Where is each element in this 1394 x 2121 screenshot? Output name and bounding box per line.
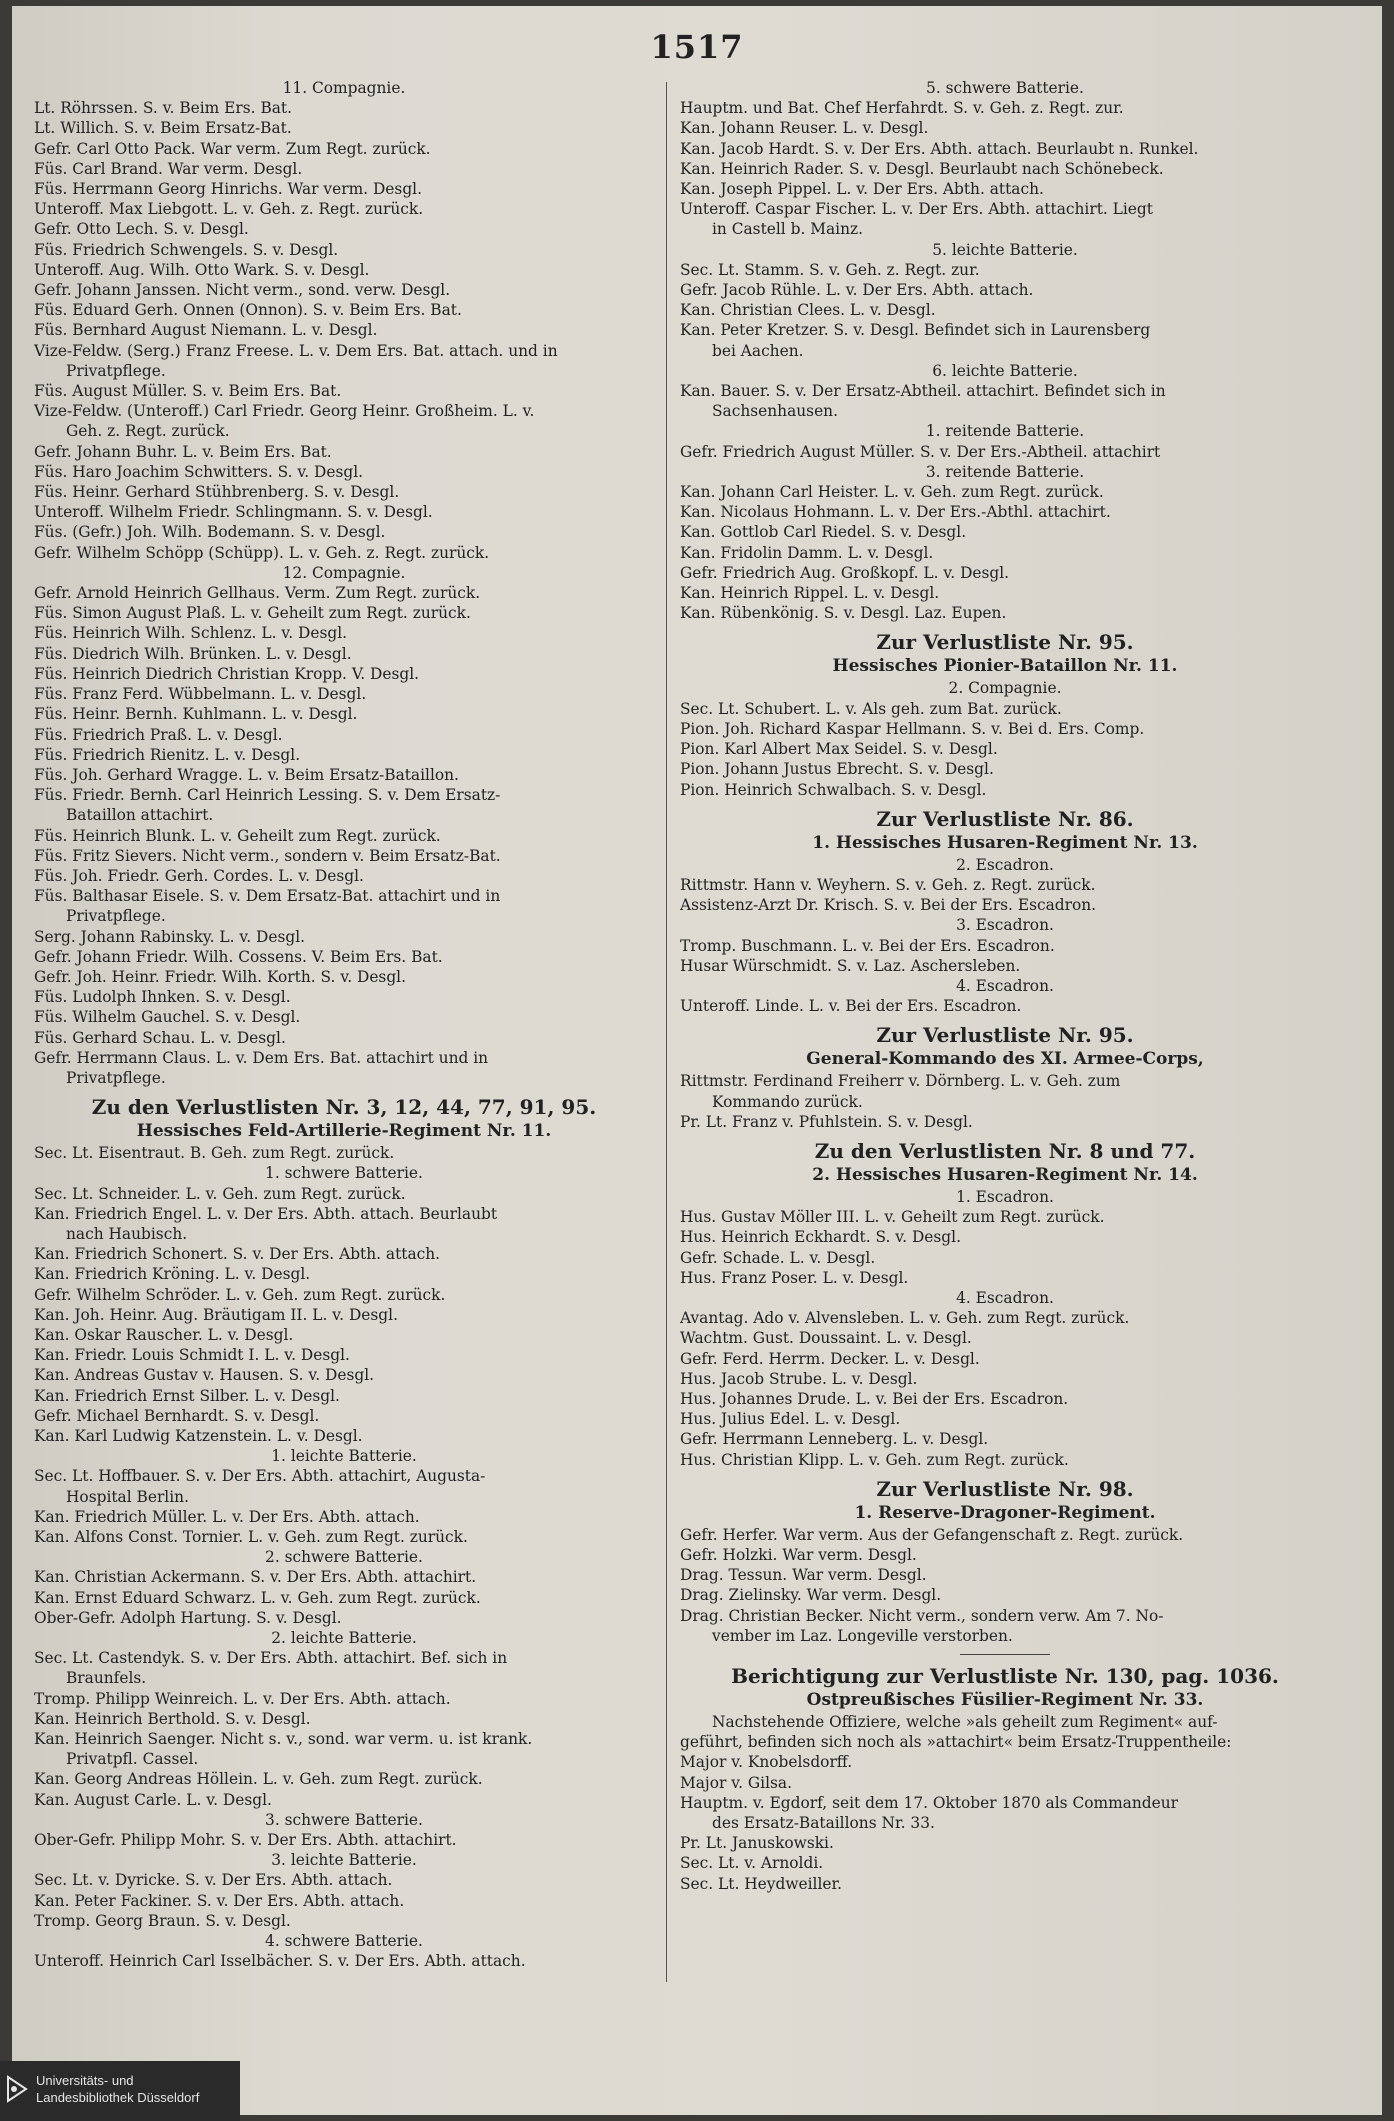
- subsection-heading: 2. leichte Batterie.: [271, 1629, 417, 1648]
- regiment-heading: Ostpreußisches Füsilier-Regiment Nr. 33.: [806, 1690, 1204, 1710]
- subsection-heading: 1. leichte Batterie.: [271, 1447, 417, 1466]
- entry-line: Drag. Christian Becker. Nicht verm., sondern verw. Am 7. No-: [680, 1606, 1164, 1625]
- entry-line: Husar Würschmidt. S. v. Laz. Aschersleben.: [680, 956, 1021, 975]
- entry-line: Gefr. Herfer. War verm. Aus der Gefangenschaft z. Regt. zurück.: [680, 1525, 1184, 1544]
- section-heading: Berichtigung zur Verlustliste Nr. 130, pag. 1036.: [731, 1664, 1279, 1688]
- entry-line: Füs. Heinrich Blunk. L. v. Geheilt zum Regt. zurück.: [34, 826, 441, 845]
- entry-line: Hospital Berlin.: [66, 1487, 189, 1506]
- entry-line: Füs. Heinr. Bernh. Kuhlmann. L. v. Desgl.: [34, 705, 358, 724]
- entry-line: Kan. Johann Carl Heister. L. v. Geh. zum Regt. zurück.: [680, 483, 1104, 502]
- entry-line: Füs. Diedrich Wilh. Brünken. L. v. Desgl.: [34, 644, 352, 663]
- entry-line: Füs. (Gefr.) Joh. Wilh. Bodemann. S. v. Desgl.: [34, 523, 386, 542]
- entry-line: Gefr. Jacob Rühle. L. v. Der Ers. Abth. attach.: [680, 281, 1034, 300]
- entry-line: Unteroff. Aug. Wilh. Otto Wark. S. v. Desgl.: [34, 260, 370, 279]
- entry-line: Füs. Balthasar Eisele. S. v. Dem Ersatz-Bat. attachirt und in: [34, 887, 501, 906]
- entry-line: Gefr. Friedrich Aug. Großkopf. L. v. Desgl.: [680, 563, 1010, 582]
- entry-line: Pion. Heinrich Schwalbach. S. v. Desgl.: [680, 780, 987, 799]
- subsection-heading: 3. reitende Batterie.: [925, 462, 1085, 481]
- entry-line: Kan. Friedrich Ernst Silber. L. v. Desgl.: [34, 1386, 340, 1405]
- entry-line: Kan. Friedrich Schonert. S. v. Der Ers. Abth. attach.: [34, 1245, 441, 1264]
- entry-line: Lt. Willich. S. v. Beim Ersatz-Bat.: [34, 119, 292, 138]
- entry-line: Unteroff. Max Liebgott. L. v. Geh. z. Regt. zurück.: [34, 200, 424, 219]
- entry-line: des Ersatz-Bataillons Nr. 33.: [712, 1814, 935, 1833]
- entry-line: Kan. Johann Reuser. L. v. Desgl.: [680, 119, 929, 138]
- entry-line: Kommando zurück.: [712, 1092, 863, 1111]
- entry-line: Kan. Fridolin Damm. L. v. Desgl.: [680, 543, 934, 562]
- section-heading: Zur Verlustliste Nr. 86.: [876, 806, 1134, 831]
- entry-line: Füs. Simon August Plaß. L. v. Geheilt zum Regt. zurück.: [34, 604, 471, 623]
- entry-line: Drag. Tessun. War verm. Desgl.: [680, 1566, 927, 1585]
- entry-line: Privatpflege.: [66, 361, 166, 380]
- entry-line: Kan. Heinrich Saenger. Nicht s. v., sond. war verm. u. ist krank.: [34, 1730, 533, 1749]
- entry-line: Braunfels.: [66, 1669, 147, 1688]
- entry-line: Hus. Franz Poser. L. v. Desgl.: [680, 1268, 909, 1287]
- entry-line: Wachtm. Gust. Doussaint. L. v. Desgl.: [680, 1329, 972, 1348]
- entry-line: Tromp. Buschmann. L. v. Bei der Ers. Escadron.: [680, 936, 1055, 955]
- entry-line: Lt. Röhrssen. S. v. Beim Ers. Bat.: [34, 99, 293, 118]
- entry-line: Hus. Jacob Strube. L. v. Desgl.: [680, 1369, 918, 1388]
- entry-line: Füs. Gerhard Schau. L. v. Desgl.: [34, 1028, 286, 1047]
- entry-line: Gefr. Johann Buhr. L. v. Beim Ers. Bat.: [34, 442, 332, 461]
- regiment-heading: Hessisches Feld-Artillerie-Regiment Nr. 11.: [136, 1121, 552, 1142]
- subsection-heading: 3. leichte Batterie.: [271, 1851, 417, 1870]
- library-footer: [0, 2061, 240, 2121]
- regiment-heading: 2. Hessisches Husaren-Regiment Nr. 14.: [812, 1164, 1198, 1185]
- section-heading: Zur Verlustliste Nr. 95.: [876, 630, 1134, 655]
- entry-line: Hus. Gustav Möller III. L. v. Geheilt zum Regt. zurück.: [680, 1208, 1105, 1227]
- subsection-heading: 5. leichte Batterie.: [932, 240, 1078, 259]
- subsection-heading: 1. Escadron.: [956, 1187, 1054, 1206]
- subsection-heading: 1. reitende Batterie.: [925, 422, 1085, 441]
- subsection-heading: 2. schwere Batterie.: [265, 1548, 423, 1567]
- entry-line: Sec. Lt. v. Arnoldi.: [680, 1854, 824, 1873]
- entry-line: Unteroff. Heinrich Carl Isselbächer. S. v. Der Ers. Abth. attach.: [34, 1952, 526, 1971]
- entry-line: Sec. Lt. Heydweiller.: [680, 1874, 843, 1893]
- section-heading: Zu den Verlustlisten Nr. 3, 12, 44, 77, 91, 95.: [91, 1095, 597, 1120]
- entry-line: Füs. Friedrich Schwengels. S. v. Desgl.: [34, 240, 339, 259]
- entry-line: Kan. Jacob Hardt. S. v. Der Ers. Abth. attach. Beurlaubt n. Runkel.: [680, 139, 1199, 158]
- entry-line: Füs. Eduard Gerh. Onnen (Onnon). S. v. Beim Ers. Bat.: [34, 301, 462, 320]
- entry-line: Gefr. Johann Janssen. Nicht verm., sond. verw. Desgl.: [34, 281, 451, 300]
- entry-line: Tromp. Georg Braun. S. v. Desgl.: [34, 1911, 291, 1930]
- entry-line: Kan. Christian Clees. L. v. Desgl.: [680, 301, 936, 320]
- entry-line: Nachstehende Offiziere, welche »als geheilt zum Regiment« auf-: [712, 1713, 1218, 1731]
- entry-line: Vize-Feldw. (Unteroff.) Carl Friedr. Georg Heinr. Großheim. L. v.: [34, 402, 535, 421]
- entry-line: Ober-Gefr. Philipp Mohr. S. v. Der Ers. Abth. attachirt.: [34, 1831, 457, 1850]
- entry-line: Füs. Franz Ferd. Wübbelmann. L. v. Desgl.: [34, 685, 367, 704]
- entry-line: nach Haubisch.: [66, 1224, 188, 1243]
- entry-line: Füs. Heinrich Diedrich Christian Kropp. V. Desgl.: [34, 664, 420, 683]
- section-heading: Zur Verlustliste Nr. 95.: [876, 1023, 1134, 1048]
- entry-line: Füs. Friedrich Praß. L. v. Desgl.: [34, 725, 283, 744]
- page-number: 1517: [650, 28, 744, 66]
- entry-line: Füs. Heinrich Wilh. Schlenz. L. v. Desgl.: [34, 624, 348, 643]
- entry-line: Sec. Lt. Stamm. S. v. Geh. z. Regt. zur.: [680, 260, 980, 279]
- entry-line: Füs. Wilhelm Gauchel. S. v. Desgl.: [34, 1008, 301, 1027]
- entry-line: Privatpflege.: [66, 907, 166, 926]
- entry-line: Sachsenhausen.: [712, 402, 838, 421]
- footer-line-1: Universitäts- und: [36, 2073, 134, 2088]
- entry-line: Gefr. Wilhelm Schröder. L. v. Geh. zum Regt. zurück.: [34, 1285, 446, 1304]
- entry-line: Hus. Johannes Drude. L. v. Bei der Ers. Escadron.: [680, 1389, 1069, 1408]
- entry-line: Kan. Friedrich Engel. L. v. Der Ers. Abth. attach. Beurlaubt: [34, 1204, 498, 1223]
- subsection-heading: 11. Compagnie.: [282, 79, 406, 97]
- subsection-heading: 4. Escadron.: [956, 1288, 1054, 1307]
- entry-line: Sec. Lt. v. Dyricke. S. v. Der Ers. Abth. attach.: [34, 1871, 393, 1890]
- entry-line: Privatpflege.: [66, 1068, 166, 1087]
- entry-line: Hus. Christian Klipp. L. v. Geh. zum Regt. zurück.: [680, 1450, 1069, 1469]
- entry-line: Kan. Friedrich Kröning. L. v. Desgl.: [34, 1265, 311, 1284]
- regiment-heading: 1. Reserve-Dragoner-Regiment.: [854, 1502, 1156, 1523]
- subsection-heading: 12. Compagnie.: [282, 563, 406, 582]
- entry-line: Gefr. Herrmann Lenneberg. L. v. Desgl.: [680, 1430, 989, 1449]
- entry-line: Kan. Andreas Gustav v. Hausen. S. v. Desgl.: [34, 1366, 375, 1385]
- entry-line: Privatpfl. Cassel.: [66, 1750, 199, 1769]
- subsection-heading: 3. Escadron.: [956, 916, 1054, 935]
- entry-line: Gefr. Schade. L. v. Desgl.: [680, 1248, 876, 1267]
- entry-line: Kan. Friedrich Müller. L. v. Der Ers. Abth. attach.: [34, 1507, 420, 1526]
- subsection-heading: 4. Escadron.: [956, 976, 1054, 995]
- subsection-heading: 6. leichte Batterie.: [932, 361, 1078, 380]
- entry-line: Sec. Lt. Hoffbauer. S. v. Der Ers. Abth. attachirt, Augusta-: [34, 1467, 486, 1486]
- newspaper-page: [12, 6, 1382, 2115]
- regiment-heading: 1. Hessisches Husaren-Regiment Nr. 13.: [812, 832, 1198, 853]
- entry-line: Gefr. Johann Friedr. Wilh. Cossens. V. Beim Ers. Bat.: [34, 947, 443, 966]
- entry-line: Kan. Joh. Heinr. Aug. Bräutigam II. L. v. Desgl.: [34, 1305, 398, 1324]
- entry-line: Major v. Knobelsdorff.: [680, 1753, 853, 1772]
- entry-line: bei Aachen.: [712, 341, 804, 360]
- entry-line: Kan. Peter Fackiner. S. v. Der Ers. Abth. attach.: [34, 1891, 405, 1910]
- column-divider: [666, 82, 667, 1982]
- entry-line: Pion. Joh. Richard Kaspar Hellmann. S. v. Bei d. Ers. Comp.: [680, 719, 1145, 738]
- regiment-heading: Hessisches Pionier-Bataillon Nr. 11.: [832, 656, 1178, 677]
- entry-line: Füs. Ludolph Ihnken. S. v. Desgl.: [34, 988, 291, 1007]
- entry-line: Kan. Peter Kretzer. S. v. Desgl. Befindet sich in Laurensberg: [680, 321, 1151, 340]
- entry-line: Füs. Joh. Friedr. Gerh. Cordes. L. v. Desgl.: [34, 866, 364, 885]
- subsection-heading: 4. schwere Batterie.: [265, 1932, 423, 1951]
- entry-line: Avantag. Ado v. Alvensleben. L. v. Geh. zum Regt. zurück.: [680, 1309, 1130, 1328]
- entry-line: Kan. Nicolaus Hohmann. L. v. Der Ers.-Abthl. attachirt.: [680, 503, 1111, 522]
- entry-line: Füs. Herrmann Georg Hinrichs. War verm. Desgl.: [34, 180, 422, 199]
- entry-line: Kan. Joseph Pippel. L. v. Der Ers. Abth. attach.: [680, 180, 1044, 199]
- entry-line: Ober-Gefr. Adolph Hartung. S. v. Desgl.: [34, 1608, 342, 1627]
- right-column: [680, 78, 1330, 1894]
- entry-line: Unteroff. Caspar Fischer. L. v. Der Ers. Abth. attachirt. Liegt: [680, 200, 1153, 219]
- entry-line: Kan. Georg Andreas Höllein. L. v. Geh. zum Regt. zurück.: [34, 1770, 483, 1789]
- entry-line: Füs. Heinr. Gerhard Stühbrenberg. S. v. Desgl.: [34, 483, 400, 502]
- entry-line: Füs. Carl Brand. War verm. Desgl.: [34, 159, 303, 178]
- subsection-heading: 2. Compagnie.: [948, 679, 1062, 698]
- entry-line: Pion. Johann Justus Ebrecht. S. v. Desgl.: [680, 760, 994, 779]
- entry-line: Drag. Zielinsky. War verm. Desgl.: [680, 1586, 942, 1605]
- entry-line: Rittmstr. Ferdinand Freiherr v. Dörnberg. L. v. Geh. zum: [680, 1072, 1121, 1091]
- entry-line: Geh. z. Regt. zurück.: [66, 422, 230, 441]
- entry-line: Sec. Lt. Castendyk. S. v. Der Ers. Abth. attachirt. Bef. sich in: [34, 1649, 508, 1668]
- entry-line: Füs. August Müller. S. v. Beim Ers. Bat.: [34, 382, 342, 401]
- entry-line: in Castell b. Mainz.: [712, 220, 864, 239]
- entry-line: Kan. August Carle. L. v. Desgl.: [34, 1790, 272, 1809]
- entry-line: Gefr. Ferd. Herrm. Decker. L. v. Desgl.: [680, 1349, 980, 1368]
- entry-line: Gefr. Friedrich August Müller. S. v. Der Ers.-Abtheil. attachirt: [680, 442, 1161, 461]
- entry-line: Füs. Fritz Sievers. Nicht verm., sondern v. Beim Ersatz-Bat.: [34, 846, 501, 865]
- entry-line: Füs. Friedrich Rienitz. L. v. Desgl.: [34, 745, 301, 764]
- entry-line: Kan. Karl Ludwig Katzenstein. L. v. Desgl.: [34, 1427, 363, 1445]
- entry-line: vember im Laz. Longeville verstorben.: [712, 1626, 1013, 1645]
- entry-line: Füs. Joh. Gerhard Wragge. L. v. Beim Ersatz-Bataillon.: [34, 765, 459, 784]
- left-column: [34, 78, 654, 1971]
- separator-rule: [960, 1654, 1050, 1655]
- entry-line: Kan. Bauer. S. v. Der Ersatz-Abtheil. attachirt. Befindet sich in: [680, 382, 1166, 401]
- entry-line: Kan. Gottlob Carl Riedel. S. v. Desgl.: [680, 523, 967, 542]
- entry-line: Bataillon attachirt.: [66, 806, 214, 825]
- entry-line: geführt, befinden sich noch als »attachirt« beim Ersatz-Truppentheile:: [680, 1733, 1232, 1752]
- library-logo-icon: [6, 2075, 28, 2103]
- entry-line: Sec. Lt. Schneider. L. v. Geh. zum Regt. zurück.: [34, 1184, 406, 1203]
- entry-line: Tromp. Philipp Weinreich. L. v. Der Ers. Abth. attach.: [34, 1689, 451, 1708]
- entry-line: Füs. Bernhard August Niemann. L. v. Desgl.: [34, 321, 378, 340]
- entry-line: Gefr. Herrmann Claus. L. v. Dem Ers. Bat. attachirt und in: [34, 1048, 489, 1067]
- entry-line: Füs. Friedr. Bernh. Carl Heinrich Lessing. S. v. Dem Ersatz-: [34, 786, 501, 805]
- entry-line: Kan. Heinrich Berthold. S. v. Desgl.: [34, 1709, 311, 1728]
- subsection-heading: 1. schwere Batterie.: [265, 1164, 423, 1183]
- entry-line: Sec. Lt. Schubert. L. v. Als geh. zum Bat. zurück.: [680, 699, 1062, 718]
- entry-line: Pr. Lt. Franz v. Pfuhlstein. S. v. Desgl.: [680, 1112, 973, 1131]
- entry-line: Kan. Friedr. Louis Schmidt I. L. v. Desgl.: [34, 1346, 350, 1365]
- entry-line: Pr. Lt. Januskowski.: [680, 1834, 834, 1853]
- subsection-heading: 5. schwere Batterie.: [926, 79, 1084, 97]
- entry-line: Hus. Julius Edel. L. v. Desgl.: [680, 1410, 901, 1429]
- entry-line: Assistenz-Arzt Dr. Krisch. S. v. Bei der Ers. Escadron.: [680, 896, 1097, 915]
- entry-line: Pion. Karl Albert Max Seidel. S. v. Desgl.: [680, 740, 998, 759]
- entry-line: Hauptm. v. Egdorf, seit dem 17. Oktober 1870 als Commandeur: [680, 1793, 1178, 1812]
- entry-line: Gefr. Otto Lech. S. v. Desgl.: [34, 220, 249, 239]
- entry-line: Gefr. Holzki. War verm. Desgl.: [680, 1545, 917, 1564]
- entry-line: Kan. Alfons Const. Tornier. L. v. Geh. zum Regt. zurück.: [34, 1528, 468, 1547]
- entry-line: Unteroff. Linde. L. v. Bei der Ers. Escadron.: [680, 997, 1022, 1016]
- entry-line: Kan. Heinrich Rippel. L. v. Desgl.: [680, 584, 940, 603]
- entry-line: Sec. Lt. Eisentraut. B. Geh. zum Regt. zurück.: [34, 1144, 395, 1163]
- entry-line: Kan. Ernst Eduard Schwarz. L. v. Geh. zum Regt. zurück.: [34, 1588, 481, 1607]
- entry-line: Kan. Rübenkönig. S. v. Desgl. Laz. Eupen.: [680, 604, 1007, 623]
- regiment-heading: General-Kommando des XI. Armee-Corps,: [806, 1049, 1204, 1070]
- entry-line: Unteroff. Wilhelm Friedr. Schlingmann. S. v. Desgl.: [34, 503, 433, 522]
- entry-line: Hus. Heinrich Eckhardt. S. v. Desgl.: [680, 1228, 961, 1247]
- entry-line: Füs. Haro Joachim Schwitters. S. v. Desgl.: [34, 462, 364, 481]
- entry-line: Vize-Feldw. (Serg.) Franz Freese. L. v. Dem Ers. Bat. attach. und in: [34, 341, 558, 360]
- entry-line: Gefr. Carl Otto Pack. War verm. Zum Regt. zurück.: [34, 139, 431, 158]
- subsection-heading: 2. Escadron.: [956, 855, 1054, 874]
- entry-line: Kan. Heinrich Rader. S. v. Desgl. Beurlaubt nach Schönebeck.: [680, 159, 1164, 178]
- section-heading: Zu den Verlustlisten Nr. 8 und 77.: [814, 1138, 1196, 1163]
- entry-line: Gefr. Michael Bernhardt. S. v. Desgl.: [34, 1406, 320, 1425]
- entry-line: Hauptm. und Bat. Chef Herfahrdt. S. v. Geh. z. Regt. zur.: [680, 99, 1124, 118]
- footer-line-2: Landesbibliothek Düsseldorf: [36, 2090, 200, 2105]
- entry-line: Gefr. Arnold Heinrich Gellhaus. Verm. Zum Regt. zurück.: [34, 584, 481, 603]
- entry-line: Serg. Johann Rabinsky. L. v. Desgl.: [34, 927, 306, 946]
- entry-line: Rittmstr. Hann v. Weyhern. S. v. Geh. z. Regt. zurück.: [680, 875, 1096, 894]
- entry-line: Kan. Oskar Rauscher. L. v. Desgl.: [34, 1325, 294, 1344]
- subsection-heading: 3. schwere Batterie.: [265, 1810, 423, 1829]
- section-heading: Zur Verlustliste Nr. 98.: [876, 1476, 1134, 1501]
- entry-line: Gefr. Joh. Heinr. Friedr. Wilh. Korth. S. v. Desgl.: [34, 967, 406, 986]
- entry-line: Major v. Gilsa.: [680, 1773, 792, 1792]
- entry-line: Kan. Christian Ackermann. S. v. Der Ers. Abth. attachirt.: [34, 1568, 477, 1587]
- entry-line: Gefr. Wilhelm Schöpp (Schüpp). L. v. Geh. z. Regt. zurück.: [34, 543, 490, 562]
